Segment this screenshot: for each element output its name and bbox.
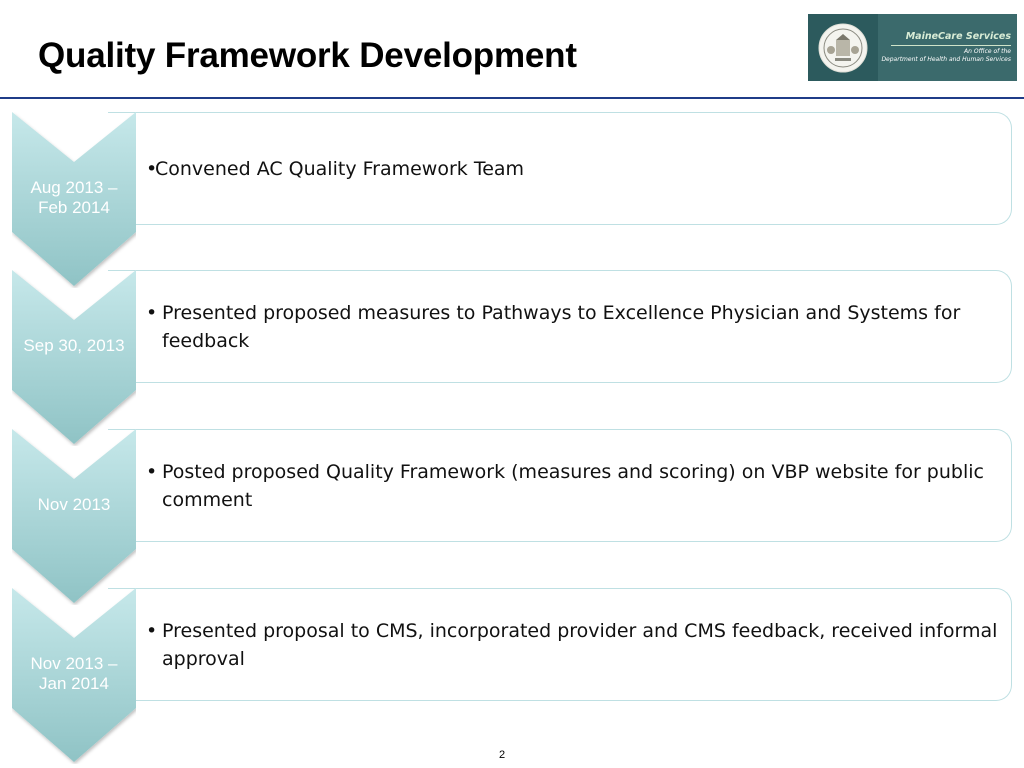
timeline-description: Posted proposed Quality Framework (measures and scoring) on VBP website for public comment [162, 461, 984, 511]
timeline-card [108, 588, 1012, 701]
timeline-chevron [12, 270, 136, 446]
timeline-row [0, 270, 1024, 450]
timeline-bullet-text [146, 155, 1003, 183]
page-number: 2 [498, 749, 506, 761]
timeline-date-label: Nov 2013 [37, 495, 111, 514]
slide-title: Quality Framework Development [38, 36, 577, 75]
timeline-card [108, 270, 1012, 383]
timeline-date-label: Nov 2013 – Jan 2014 [30, 654, 118, 693]
maine-state-seal-icon [808, 14, 878, 81]
timeline-chevron [12, 429, 136, 605]
timeline-bullet-text [146, 458, 1003, 514]
timeline-description: Presented proposed measures to Pathways to Excellence Physician and Systems for feedback [162, 302, 961, 352]
timeline-card [108, 112, 1012, 225]
timeline-description: Convened AC Quality Framework Team [155, 158, 525, 180]
title-divider [0, 97, 1024, 99]
logo-subtitle-2: Department of Health and Human Services [881, 56, 1011, 63]
timeline-date-label: Aug 2013 – Feb 2014 [30, 178, 118, 217]
logo-subtitle-1: An Office of the [964, 48, 1011, 55]
bullet-icon: • [146, 620, 158, 642]
timeline-date-label: Sep 30, 2013 [23, 336, 125, 355]
bullet-icon: • [146, 302, 158, 324]
bullet-icon: • [146, 461, 158, 483]
timeline-bullet-text [146, 299, 1003, 355]
logo-divider [891, 45, 1011, 46]
timeline-row [0, 588, 1024, 768]
timeline-row [0, 112, 1024, 292]
logo-name: MaineCare Services [905, 31, 1011, 42]
timeline-row [0, 429, 1024, 609]
bullet-icon: • [146, 158, 158, 180]
timeline-description: Presented proposal to CMS, incorporated provider and CMS feedback, received informal approval [162, 620, 998, 670]
mainecare-logo [808, 14, 1017, 81]
timeline-bullet-text [146, 617, 1003, 673]
timeline-card [108, 429, 1012, 542]
